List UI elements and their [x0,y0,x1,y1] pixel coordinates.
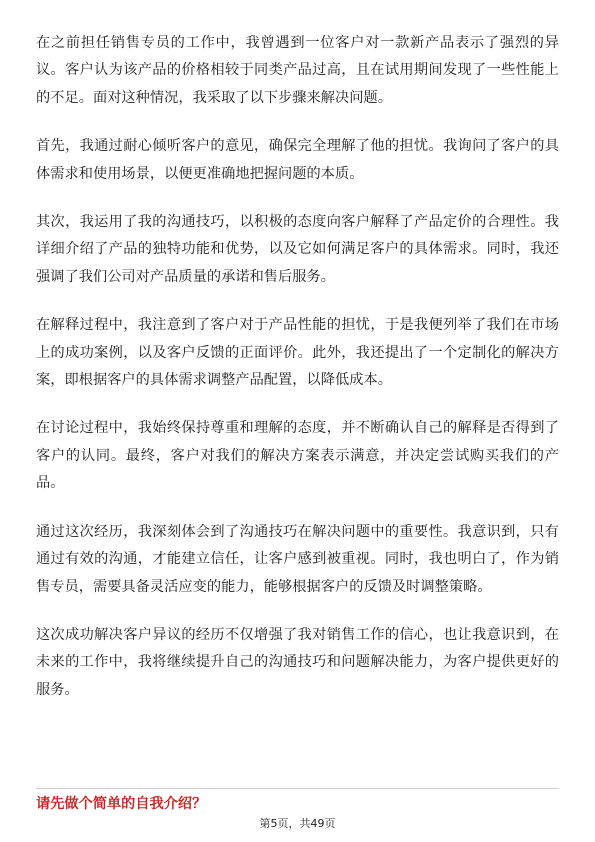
paragraph-5: 在讨论过程中，我始终保持尊重和理解的态度，并不断确认自己的解释是否得到了客户的认同。最终，客户对我们的解决方案表示满意，并决定尝试购买我们的产品。 [36,420,559,492]
answer-body [36,30,559,725]
paragraph-1: 在之前担任销售专员的工作中，我曾遇到一位客户对一款新产品表示了强烈的异议。客户认为该产品的价格相较于同类产品过高，且在试用期间发现了一些性能上的不足。面对这种情况，我采取了以下步骤来解决问题。 [36,35,559,106]
paragraph-2: 首先，我通过耐心倾听客户的意见，确保完全理解了他的担忧。我询问了客户的具体需求和使用场景，以便更准确地把握问题的本质。 [36,138,559,182]
paragraph-6: 通过这次经历，我深刻体会到了沟通技巧在解决问题中的重要性。我意识到，只有通过有效的沟通，才能建立信任，让客户感到被重视。同时，我也明白了，作为销售专员，需要具备灵活应变的能力，能够根据客户的反馈及时调整策略。 [36,523,559,595]
paragraph-7: 这次成功解决客户异议的经历不仅增强了我对销售工作的信心，也让我意识到，在未来的工作中，我将继续提升自己的沟通技巧和问题解决能力，为客户提供更好的服务。 [36,626,559,698]
page-footer: 第5页，共49页 [259,817,336,830]
paragraph-3: 其次，我运用了我的沟通技巧，以积极的态度向客户解释了产品定价的合理性。我详细介绍了产品的独特功能和优势，以及它如何满足客户的具体需求。同时，我还强调了我们公司对产品质量的承诺和售后服务。 [36,214,559,285]
next-question-heading: 请先做个简单的自我介绍？ [36,796,207,812]
paragraph-4: 在解释过程中，我注意到了客户对于产品性能的担忧，于是我便列举了我们在市场上的成功案例，以及客户反馈的正面评价。此外，我还提出了一个定制化的解决方案，即根据客户的具体需求调整产品配置，以降低成本。 [36,317,559,389]
section-divider [36,788,559,789]
